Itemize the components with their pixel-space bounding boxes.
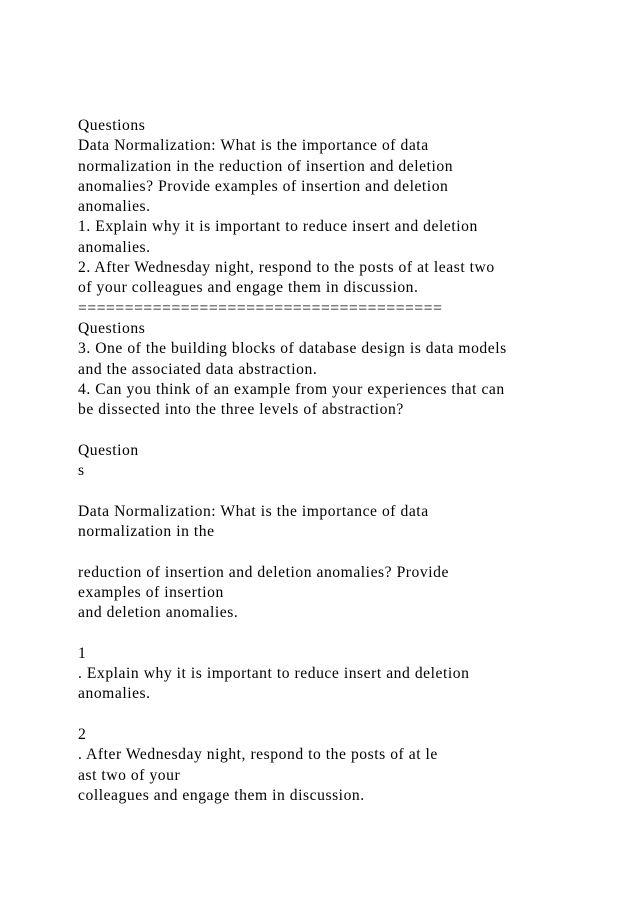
text-line: 1. Explain why it is important to reduce insert and deletion <box>78 218 478 236</box>
blank-line <box>78 623 598 643</box>
text-line: Questions <box>78 117 146 134</box>
text-line: Data Normalization: What is the importance of data <box>78 502 429 520</box>
text-line: ast two of your <box>78 766 181 784</box>
text-line: anomalies. <box>78 685 151 703</box>
text-line: normalization in the <box>78 522 215 540</box>
text-line: of your colleagues and engage them in discussion. <box>78 279 419 297</box>
document-body <box>78 116 598 806</box>
text-line: 4. Can you think of an example from your experiences that can <box>78 380 505 398</box>
text-line: anomalies. <box>78 238 151 256</box>
text-line: Question <box>78 441 139 459</box>
text-line: reduction of insertion and deletion anomalies? Provide <box>78 563 449 581</box>
text-line: 2 <box>78 725 87 743</box>
text-line: 2. After Wednesday night, respond to the posts of at least two <box>78 259 495 277</box>
text-line: 3. One of the building blocks of database design is data models <box>78 340 507 358</box>
blank-line <box>78 481 598 501</box>
text-line: normalization in the reduction of insertion and deletion <box>78 157 454 175</box>
blank-line <box>78 542 598 562</box>
text-line: be dissected into the three levels of abstraction? <box>78 401 404 419</box>
text-line: Data Normalization: What is the importance of data <box>78 137 429 155</box>
text-line: examples of insertion <box>78 583 224 601</box>
text-line: anomalies. <box>78 198 151 216</box>
text-line: . After Wednesday night, respond to the posts of at le <box>78 746 438 764</box>
text-line: and deletion anomalies. <box>78 604 239 622</box>
blank-line <box>78 705 598 725</box>
text-line: s <box>78 462 85 480</box>
text-line: 1 <box>78 644 87 662</box>
blank-line <box>78 420 598 440</box>
text-line: anomalies? Provide examples of insertion and deletion <box>78 177 449 195</box>
text-line: Questions <box>78 319 146 337</box>
divider-line: ======================================= <box>78 299 443 317</box>
text-line: . Explain why it is important to reduce insert and deletion <box>78 665 470 683</box>
text-line: and the associated data abstraction. <box>78 360 318 378</box>
text-line: colleagues and engage them in discussion. <box>78 786 365 804</box>
